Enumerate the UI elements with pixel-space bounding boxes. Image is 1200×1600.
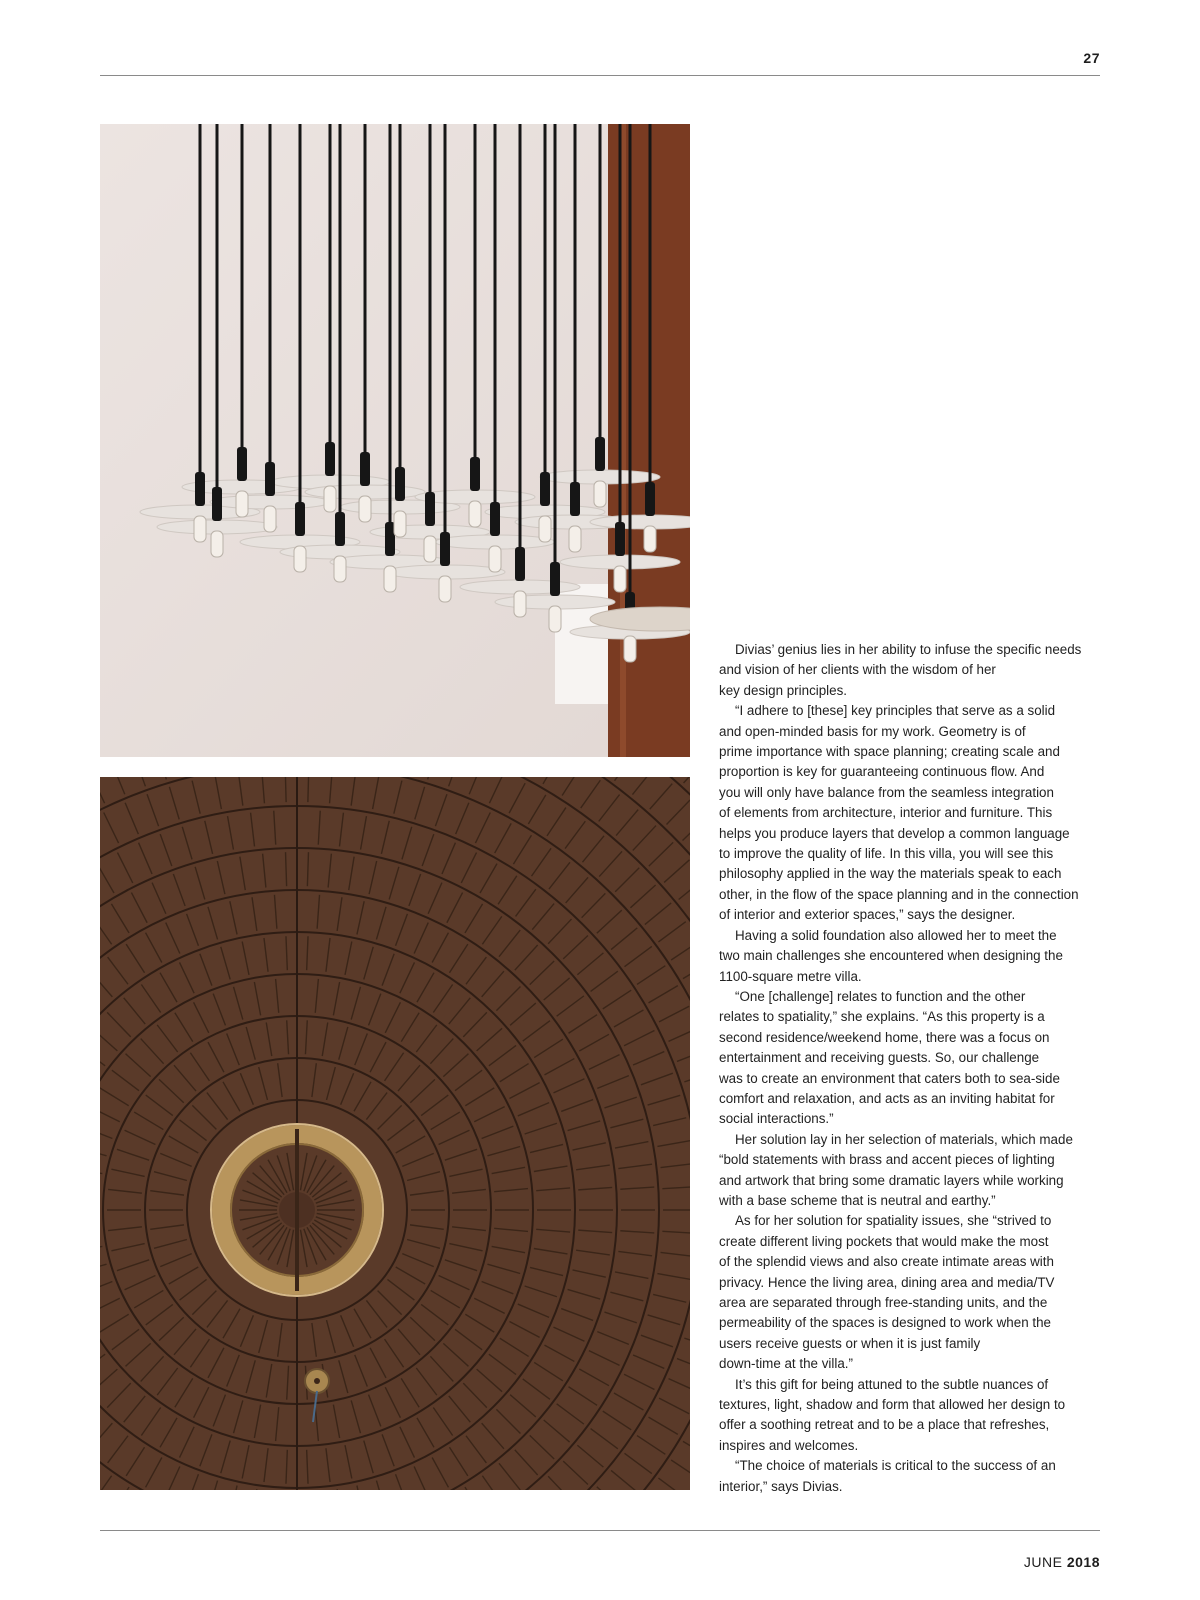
article-paragraph: It’s this gift for being attuned to the subtle nuances of textures, light, shadow and form that allowed her design to offer a soothing retreat and to be a place that refreshes, inspires and welcomes. (719, 1376, 1066, 1453)
article-paragraph: “The choice of materials is critical to the success of an interior,” says Divias. (719, 1458, 1056, 1494)
article-paragraph: Having a solid foundation also allowed her to meet the two main challenges she encountered when designing the 1100-square metre villa. (719, 927, 1063, 984)
issue-year: 2018 (1066, 1554, 1100, 1570)
article-paragraph: Divias’ genius lies in her ability to infuse the specific needs and vision of her clients with the wisdom of her key design principles. (719, 642, 1082, 698)
article-paragraph: “I adhere to [these] key principles that serve as a solid and open-minded basis for my work. Geometry is of prime importance with space planning; creating scale and proportion is key for guaranteeing continuous flow. And you will only have balance from the seamless integration of elements from architecture, interior and furniture. This helps you produce layers that develop a common language to improve the quality of life. In this villa, you will see this philosophy applied in the way the materials speak to each other, in the flow of the space planning and in the connection of interior and exterior spaces,” says the designer. (719, 703, 1079, 923)
pendant-lights-icon (100, 124, 690, 757)
page-number: 27 (1083, 50, 1100, 66)
article-paragraph: “One [challenge] relates to function and the other relates to spatiality,” she explains. “As this property is a second residence/weekend home, there was a focus on entertainment and receiving guests. So, our challenge was to create an environment that caters both to sea-side comfort and relaxation, and acts as an inviting habitat for social interactions.” (719, 988, 1060, 1127)
article-body (719, 640, 1104, 1497)
article-paragraph: As for her solution for spatiality issues, she “strived to create different living pockets that would make the most of the splendid views and also create intimate areas with privacy. Hence the living area, dining area and media/TV area are separated through free-standing units, and the permeability of the spaces is designed to work when the users receive guests or when it is just family down-time at the villa.” (719, 1213, 1055, 1372)
header-rule (100, 75, 1100, 76)
footer-rule (100, 1530, 1100, 1531)
photo-pendant-lights (100, 124, 690, 757)
issue-month: JUNE (1023, 1554, 1063, 1570)
article-paragraph: Her solution lay in her selection of materials, which made “bold statements with brass and accent pieces of lighting and artwork that bring some dramatic layers while working with a base scheme that is neutral and earthy.” (719, 1131, 1073, 1208)
issue-date (1024, 1554, 1100, 1570)
carved-door-icon (100, 777, 690, 1490)
photo-carved-door (100, 777, 690, 1490)
